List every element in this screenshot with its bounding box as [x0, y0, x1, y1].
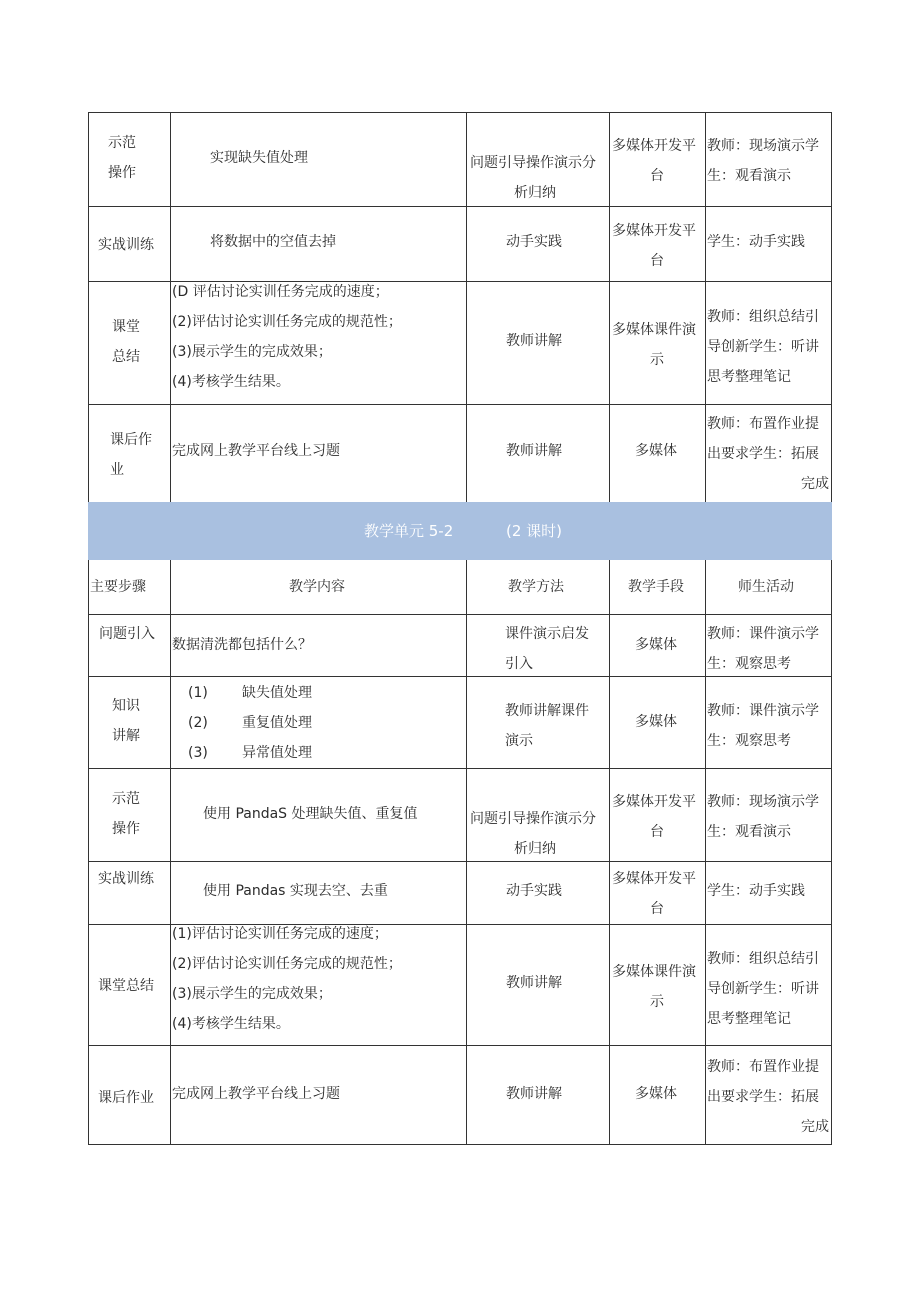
- table-cell-method: [470, 804, 596, 864]
- cell-line: 台: [650, 168, 664, 184]
- column-header-step: 主要步骤: [90, 579, 146, 595]
- table-cell-content: [172, 436, 340, 466]
- table-cell-method: [505, 619, 589, 679]
- cell-line: 课堂: [112, 319, 140, 335]
- content-list-item: [188, 708, 312, 738]
- table-cell-content: [203, 799, 418, 829]
- cell-line: 教师：布置作业提: [707, 1059, 819, 1075]
- cell-line: 完成网上教学平台线上习题: [172, 1086, 340, 1102]
- cell-line: 多媒体: [635, 443, 677, 459]
- cell-line: 思考整理笔记: [707, 369, 791, 385]
- table-cell-method: [505, 696, 589, 756]
- cell-line: 引入: [505, 656, 533, 672]
- table-cell-means: [612, 315, 696, 375]
- item-number: (3): [188, 745, 208, 761]
- table-border: [466, 560, 467, 1145]
- cell-line: (1)评估讨论实训任务完成的速度；: [172, 926, 388, 942]
- cell-line: 演示: [505, 733, 533, 749]
- table-cell-means: [612, 957, 696, 1017]
- cell-line: 生：观察思考: [707, 733, 791, 749]
- cell-line: 实战训练: [98, 871, 154, 887]
- unit-title-band: [88, 502, 832, 560]
- table-border: [88, 861, 832, 862]
- cell-line: 台: [650, 901, 664, 917]
- table-cell-means: [612, 216, 696, 276]
- table-border: [831, 112, 832, 502]
- cell-line: 实现缺失值处理: [210, 150, 308, 166]
- table-border: [88, 1045, 832, 1046]
- table-cell-step: [112, 784, 140, 844]
- table-border: [88, 614, 832, 615]
- cell-line: 教师：现场演示学: [707, 794, 819, 810]
- cell-line: 教师讲解: [506, 1086, 562, 1102]
- cell-line: 课后作业: [98, 1090, 154, 1106]
- table-cell-means: [635, 707, 677, 737]
- table-cell-content: [188, 678, 312, 768]
- cell-line: 总结: [112, 349, 140, 365]
- cell-line: 将数据中的空值去掉: [210, 234, 336, 250]
- cell-line: 教师：组织总结引: [707, 309, 819, 325]
- cell-line: 出要求学生：拓展: [707, 446, 819, 462]
- cell-line: (4)考核学生结果。: [172, 374, 290, 390]
- table-cell-means: [612, 787, 696, 847]
- cell-line: 生：观看演示: [707, 168, 791, 184]
- table-cell-method: [506, 1079, 562, 1109]
- table-border: [88, 404, 832, 405]
- cell-line: 教师：现场演示学: [707, 138, 819, 154]
- table-cell-step: [98, 1083, 154, 1113]
- table-cell-activity: [707, 409, 829, 499]
- table-border: [88, 560, 89, 1145]
- table-cell-content: [172, 919, 402, 1039]
- column-header-method: 教学方法: [508, 579, 564, 595]
- table-cell-step: [98, 864, 154, 894]
- table-border: [170, 112, 171, 502]
- cell-line: 动手实践: [506, 234, 562, 250]
- cell-line: (3)展示学生的完成效果；: [172, 986, 332, 1002]
- cell-line: 示: [650, 994, 664, 1010]
- cell-line: 多媒体开发平: [612, 138, 696, 154]
- table-cell-content: [210, 227, 336, 257]
- cell-line: 教师：课件演示学: [707, 626, 819, 642]
- cell-line: 示范: [112, 791, 140, 807]
- cell-line: 操作: [108, 165, 136, 181]
- content-list-item: [188, 678, 312, 708]
- table-border: [609, 560, 610, 1145]
- cell-line: 问题引入: [99, 626, 155, 642]
- cell-line: 多媒体开发平: [612, 794, 696, 810]
- table-cell-method: [506, 326, 562, 356]
- table-border: [705, 560, 706, 1145]
- cell-line: 多媒体课件演: [612, 964, 696, 980]
- table-cell-method: [506, 436, 562, 466]
- cell-line: 课堂总结: [98, 978, 154, 994]
- table-cell-activity: [707, 1052, 829, 1142]
- cell-line: 学生：动手实践: [707, 883, 805, 899]
- table-border: [831, 560, 832, 1145]
- table-cell-method: [506, 968, 562, 998]
- unit-title: 教学单元 5-2: [364, 522, 454, 540]
- column-header-activity: 师生活动: [738, 579, 794, 595]
- cell-line: 思考整理笔记: [707, 1011, 791, 1027]
- cell-line: 实战训练: [98, 237, 154, 253]
- table-border: [88, 112, 89, 502]
- cell-line: (3)展示学生的完成效果；: [172, 344, 332, 360]
- cell-line: 导创新学生：听讲: [707, 339, 819, 355]
- cell-line: 数据清洗都包括什么？: [172, 637, 312, 653]
- cell-line: 析归纳: [514, 841, 556, 857]
- table-cell-method: [506, 876, 562, 906]
- table-cell-activity: [707, 944, 819, 1034]
- cell-line: (4)考核学生结果。: [172, 1016, 290, 1032]
- cell-line: (D 评估讨论实训任务完成的速度；: [172, 284, 389, 300]
- cell-line: 业: [110, 462, 124, 478]
- cell-line: 使用 Pandas 实现去空、去重: [203, 883, 388, 899]
- table-cell-content: [203, 876, 388, 906]
- content-list-item: [188, 738, 312, 768]
- table-cell-content: [210, 143, 308, 173]
- cell-line: 完成: [801, 1119, 829, 1135]
- table-cell-step: [98, 230, 154, 260]
- column-header-content: 教学内容: [289, 579, 345, 595]
- cell-line: 课件演示启发: [505, 626, 589, 642]
- table-cell-activity: [707, 302, 819, 392]
- table-cell-activity: [707, 787, 819, 847]
- cell-line: 多媒体: [635, 1086, 677, 1102]
- cell-line: 完成网上教学平台线上习题: [172, 443, 340, 459]
- table-cell-activity: [707, 227, 805, 257]
- item-number: (2): [188, 715, 208, 731]
- table-cell-activity: [707, 876, 805, 906]
- cell-line: 示: [650, 352, 664, 368]
- table-border: [88, 768, 832, 769]
- column-header-means: 教学手段: [628, 579, 684, 595]
- table-border: [609, 112, 610, 502]
- cell-line: 教师讲解: [506, 443, 562, 459]
- table-cell-step: [108, 128, 136, 188]
- table-cell-method: [506, 227, 562, 257]
- table-border: [170, 560, 171, 1145]
- item-text: 重复值处理: [242, 715, 312, 731]
- table-cell-means: [635, 436, 677, 466]
- cell-line: 学生：动手实践: [707, 234, 805, 250]
- table-cell-content: [172, 630, 312, 660]
- table-cell-activity: [707, 131, 819, 191]
- cell-line: 析归纳: [514, 185, 556, 201]
- cell-line: 教师讲解: [506, 333, 562, 349]
- table-border: [705, 112, 706, 502]
- cell-line: (2)评估讨论实训任务完成的规范性；: [172, 314, 402, 330]
- table-border: [88, 206, 832, 207]
- table-cell-content: [172, 1079, 340, 1109]
- item-text: 缺失值处理: [242, 685, 312, 701]
- table-cell-method: [470, 148, 596, 208]
- table-cell-activity: [707, 619, 819, 679]
- table-border: [88, 112, 832, 113]
- cell-line: 多媒体开发平: [612, 223, 696, 239]
- cell-line: 示范: [108, 135, 136, 151]
- table-cell-step: [110, 425, 152, 485]
- cell-line: (2)评估讨论实训任务完成的规范性；: [172, 956, 402, 972]
- cell-line: 教师讲解: [506, 975, 562, 991]
- cell-line: 动手实践: [506, 883, 562, 899]
- cell-line: 出要求学生：拓展: [707, 1089, 819, 1105]
- table-border: [88, 1144, 832, 1145]
- cell-line: 多媒体开发平: [612, 871, 696, 887]
- cell-line: 生：观看演示: [707, 824, 791, 840]
- cell-line: 操作: [112, 821, 140, 837]
- cell-line: 教师讲解课件: [505, 703, 589, 719]
- cell-line: 问题引导操作演示分: [470, 811, 596, 827]
- item-number: (1): [188, 685, 208, 701]
- table-cell-means: [635, 1079, 677, 1109]
- table-cell-means: [635, 630, 677, 660]
- cell-line: 教师：课件演示学: [707, 703, 819, 719]
- cell-line: 台: [650, 253, 664, 269]
- cell-line: 教师：组织总结引: [707, 951, 819, 967]
- table-cell-step: [112, 312, 140, 372]
- cell-line: 导创新学生：听讲: [707, 981, 819, 997]
- cell-line: 问题引导操作演示分: [470, 155, 596, 171]
- cell-line: 课后作: [110, 432, 152, 448]
- cell-line: 讲解: [112, 728, 140, 744]
- table-cell-step: [99, 619, 155, 649]
- cell-line: 完成: [801, 476, 829, 492]
- cell-line: 多媒体: [635, 637, 677, 653]
- table-cell-activity: [707, 696, 819, 756]
- cell-line: 多媒体课件演: [612, 322, 696, 338]
- item-text: 异常值处理: [242, 745, 312, 761]
- cell-line: 使用 PandaS 处理缺失值、重复值: [203, 806, 418, 822]
- cell-line: 教师：布置作业提: [707, 416, 819, 432]
- cell-line: 知识: [112, 698, 140, 714]
- table-cell-means: [612, 864, 696, 924]
- table-cell-means: [612, 131, 696, 191]
- table-border: [466, 112, 467, 502]
- cell-line: 台: [650, 824, 664, 840]
- table-cell-step: [98, 971, 154, 1001]
- unit-hours: (2 课时): [506, 522, 563, 540]
- cell-line: 多媒体: [635, 714, 677, 730]
- table-cell-step: [112, 691, 140, 751]
- cell-line: 生：观察思考: [707, 656, 791, 672]
- table-cell-content: [172, 277, 402, 397]
